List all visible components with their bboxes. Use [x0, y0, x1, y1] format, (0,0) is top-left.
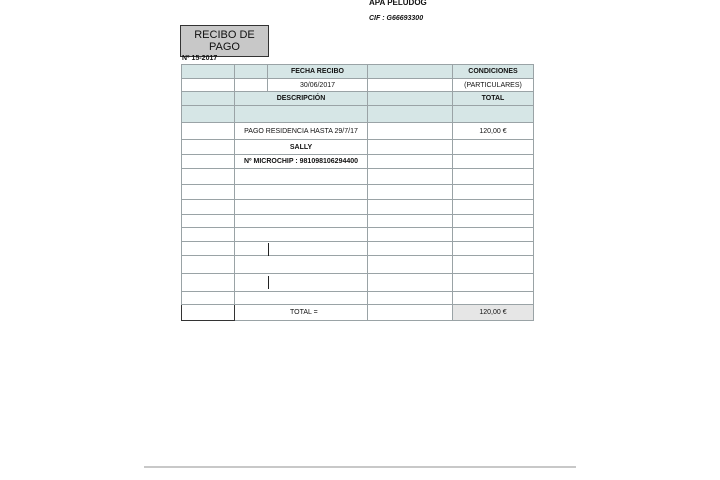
empty-cell [453, 169, 534, 185]
header-cell-empty [182, 65, 235, 79]
empty-cell [182, 185, 235, 200]
empty-cell [182, 228, 235, 242]
empty-cell [235, 228, 368, 242]
condiciones-header: CONDICIONES [453, 65, 534, 79]
empty-row [182, 256, 534, 274]
header-cell-empty [235, 65, 268, 79]
empty-row [182, 292, 534, 305]
empty-cell [368, 274, 453, 292]
total-label: TOTAL = [235, 305, 368, 321]
total-value: 120,00 € [453, 305, 534, 321]
empty-cell [235, 242, 368, 256]
empty-cell [453, 200, 534, 215]
item-row [182, 123, 534, 140]
title-line-1: RECIBO DE [194, 29, 255, 41]
empty-cell [235, 292, 368, 305]
empty-cell [368, 256, 453, 274]
empty-cell [453, 228, 534, 242]
empty-row [182, 169, 534, 185]
header-cell-empty [182, 92, 235, 106]
empty-cell [182, 155, 235, 169]
microchip-number: Nº MICROCHIP : 981098106294400 [235, 155, 368, 169]
empty-cell [453, 155, 534, 169]
item-concept: PAGO RESIDENCIA HASTA 29/7/17 [235, 123, 368, 140]
item-amount: 120,00 € [453, 123, 534, 140]
fecha-value: 30/06/2017 [268, 79, 368, 92]
total-header: TOTAL [453, 92, 534, 106]
empty-cell [368, 185, 453, 200]
empty-cell [453, 292, 534, 305]
cell-border-mark [268, 276, 269, 289]
empty-cell [368, 123, 453, 140]
fecha-recibo-header: FECHA RECIBO [268, 65, 368, 79]
empty-cell [453, 185, 534, 200]
empty-cell [368, 79, 453, 92]
empty-cell [453, 140, 534, 155]
empty-row [182, 274, 534, 292]
item-row [182, 155, 534, 169]
empty-cell [182, 79, 235, 92]
header-cell-empty [368, 92, 453, 106]
descripcion-header: DESCRIPCIÓN [235, 92, 368, 106]
organization-cif: CIF : G66693300 [369, 15, 424, 22]
total-empty-cell [182, 305, 235, 321]
receipt-table [181, 64, 534, 321]
empty-cell [368, 155, 453, 169]
empty-cell [182, 169, 235, 185]
empty-cell [182, 140, 235, 155]
item-row [182, 140, 534, 155]
header-cell-empty [368, 106, 453, 123]
condiciones-value: (PARTICULARES) [453, 79, 534, 92]
page-divider [144, 466, 576, 468]
header-cell-empty [368, 65, 453, 79]
empty-cell [182, 123, 235, 140]
empty-cell [182, 200, 235, 215]
empty-cell [453, 256, 534, 274]
header-row-1 [182, 65, 534, 79]
empty-cell [453, 242, 534, 256]
empty-cell [368, 215, 453, 228]
header-cell-empty [182, 106, 235, 123]
empty-cell [235, 79, 268, 92]
empty-cell [368, 292, 453, 305]
empty-row [182, 228, 534, 242]
empty-cell [368, 200, 453, 215]
pet-name: SALLY [235, 140, 368, 155]
empty-cell [453, 274, 534, 292]
empty-cell [182, 242, 235, 256]
header-spacer-row [182, 106, 534, 123]
empty-row [182, 200, 534, 215]
total-row [182, 305, 534, 321]
document-title [180, 25, 269, 57]
empty-cell [235, 274, 368, 292]
empty-cell [368, 305, 453, 321]
empty-cell [235, 185, 368, 200]
empty-cell [453, 215, 534, 228]
empty-cell [235, 169, 368, 185]
values-row [182, 79, 534, 92]
empty-cell [368, 242, 453, 256]
organization-name: APA PELUDOG [369, 0, 427, 7]
empty-cell [182, 274, 235, 292]
empty-cell [235, 215, 368, 228]
empty-cell [182, 292, 235, 305]
header-row-2 [182, 92, 534, 106]
empty-cell [368, 140, 453, 155]
empty-cell [182, 215, 235, 228]
empty-row [182, 242, 534, 256]
empty-cell [368, 228, 453, 242]
empty-cell [235, 256, 368, 274]
empty-row [182, 215, 534, 228]
title-line-2: PAGO [209, 41, 240, 53]
empty-cell [235, 200, 368, 215]
receipt-number: Nº 15-2017 [182, 55, 218, 62]
header-cell-empty [453, 106, 534, 123]
cell-border-mark [268, 243, 269, 256]
empty-row [182, 185, 534, 200]
empty-cell [182, 256, 235, 274]
header-cell-empty [235, 106, 368, 123]
empty-cell [368, 169, 453, 185]
